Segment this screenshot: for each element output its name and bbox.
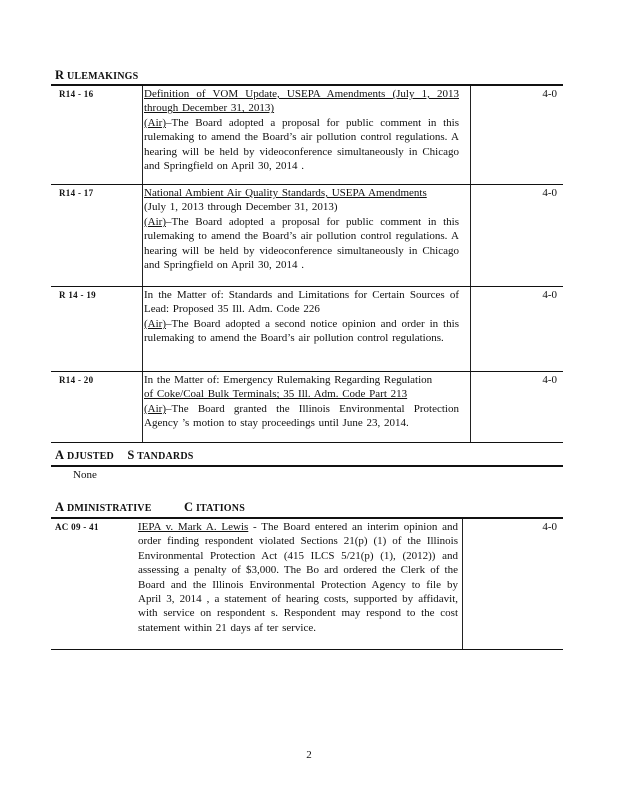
docket-number: R14 - 16 <box>59 89 94 99</box>
rulemakings-heading: R ULEMAKINGS <box>55 68 139 82</box>
docket-number: R14 - 20 <box>59 375 94 385</box>
rulemaking-title: In the Matter of: Emergency Rulemaking Regarding Regulation <box>144 374 433 386</box>
vote-count: 4-0 <box>542 374 557 386</box>
category-tag: (Air) <box>144 317 166 330</box>
rulemaking-summary: –The Board adopted a proposal for public comment in this rulemaking to amend the Board’s air pollution control regulations. A hearing will be held by videoconference simultaneously in Chicago and Springfield on April 30, 2014 . <box>144 116 459 173</box>
vote-count: 4-0 <box>542 521 557 533</box>
case-title: IEPA v. Mark A. Lewis <box>138 521 249 533</box>
vote-count: 4-0 <box>542 187 557 199</box>
rulemaking-row <box>51 287 563 370</box>
rulemaking-row <box>51 372 563 442</box>
category-tag: (Air) <box>144 116 166 129</box>
rulemaking-row <box>51 185 563 285</box>
rulemaking-summary: –The Board adopted a proposal for public comment in this rulemaking to amend the Board’s air pollution control regulations. A hearing will be held by videoconference simultaneously in Chicago and Springfield on April 30, 2014 . <box>144 215 459 272</box>
citations-bottom-rule <box>51 649 563 650</box>
adjusted-standards-heading: A DJUSTED S TANDARDS <box>55 448 194 462</box>
rulemaking-description <box>144 373 459 431</box>
vote-count: 4-0 <box>542 289 557 301</box>
vote-count: 4-0 <box>542 88 557 100</box>
rulemaking-description <box>144 87 459 173</box>
citation-row <box>51 519 563 649</box>
row-divider <box>51 442 563 443</box>
page-number: 2 <box>306 749 312 761</box>
rulemaking-description <box>144 288 459 346</box>
docket-number: R14 - 17 <box>59 188 94 198</box>
adjusted-standards-none: None <box>73 469 97 481</box>
rulemaking-title-continued: of Coke/Coal Bulk Terminals; 35 Ill. Adm. Code Part 213 <box>144 388 408 401</box>
rulemaking-title-dates: (July 1, 2013 through December 31, 2013) <box>144 201 338 214</box>
adjusted-standards-rule <box>51 465 563 467</box>
administrative-citations-heading: A DMINISTRATIVE C ITATIONS <box>55 500 245 514</box>
rulemaking-title: Definition of VOM Update, USEPA Amendments (July 1, 2013 through December 31, 2013) <box>144 88 459 115</box>
rulemaking-summary: –The Board adopted a second notice opinion and order in this rulemaking to amend the Board’s air pollution control regulations. <box>144 317 459 345</box>
citation-description <box>138 520 458 635</box>
rulemaking-description <box>144 186 459 272</box>
category-tag: (Air) <box>144 215 166 228</box>
citation-summary: - The Board entered an interim opinion and order finding respondent violated Sections 21(p) (1) of the Illinois Environmental Protection Act (415 ILCS 5/21(p) (1), (2012)) and assessing a penalty of $3,000. The Bo ard ordered the Clerk of the Board and the Illinois Environmental Protection Agency to file by April 3, 2014 , a statement of hearing costs, supported by affidavit, with service on respondent s. Respondent may respond to the cost statement within 21 days af ter service. <box>138 521 458 634</box>
rulemaking-row <box>51 86 563 184</box>
rulemaking-title: National Ambient Air Quality Standards, USEPA Amendments <box>144 187 427 199</box>
docket-number: AC 09 - 41 <box>55 522 99 532</box>
docket-number: R 14 - 19 <box>59 290 96 300</box>
rulemaking-summary: –The Board granted the Illinois Environmental Protection Agency ’s motion to stay proceedings until June 23, 2014. <box>144 402 459 430</box>
rulemaking-title: In the Matter of: Standards and Limitations for Certain Sources of Lead: Proposed 35 Ill. Adm. Code 226 <box>144 289 459 316</box>
category-tag: (Air) <box>144 402 166 415</box>
